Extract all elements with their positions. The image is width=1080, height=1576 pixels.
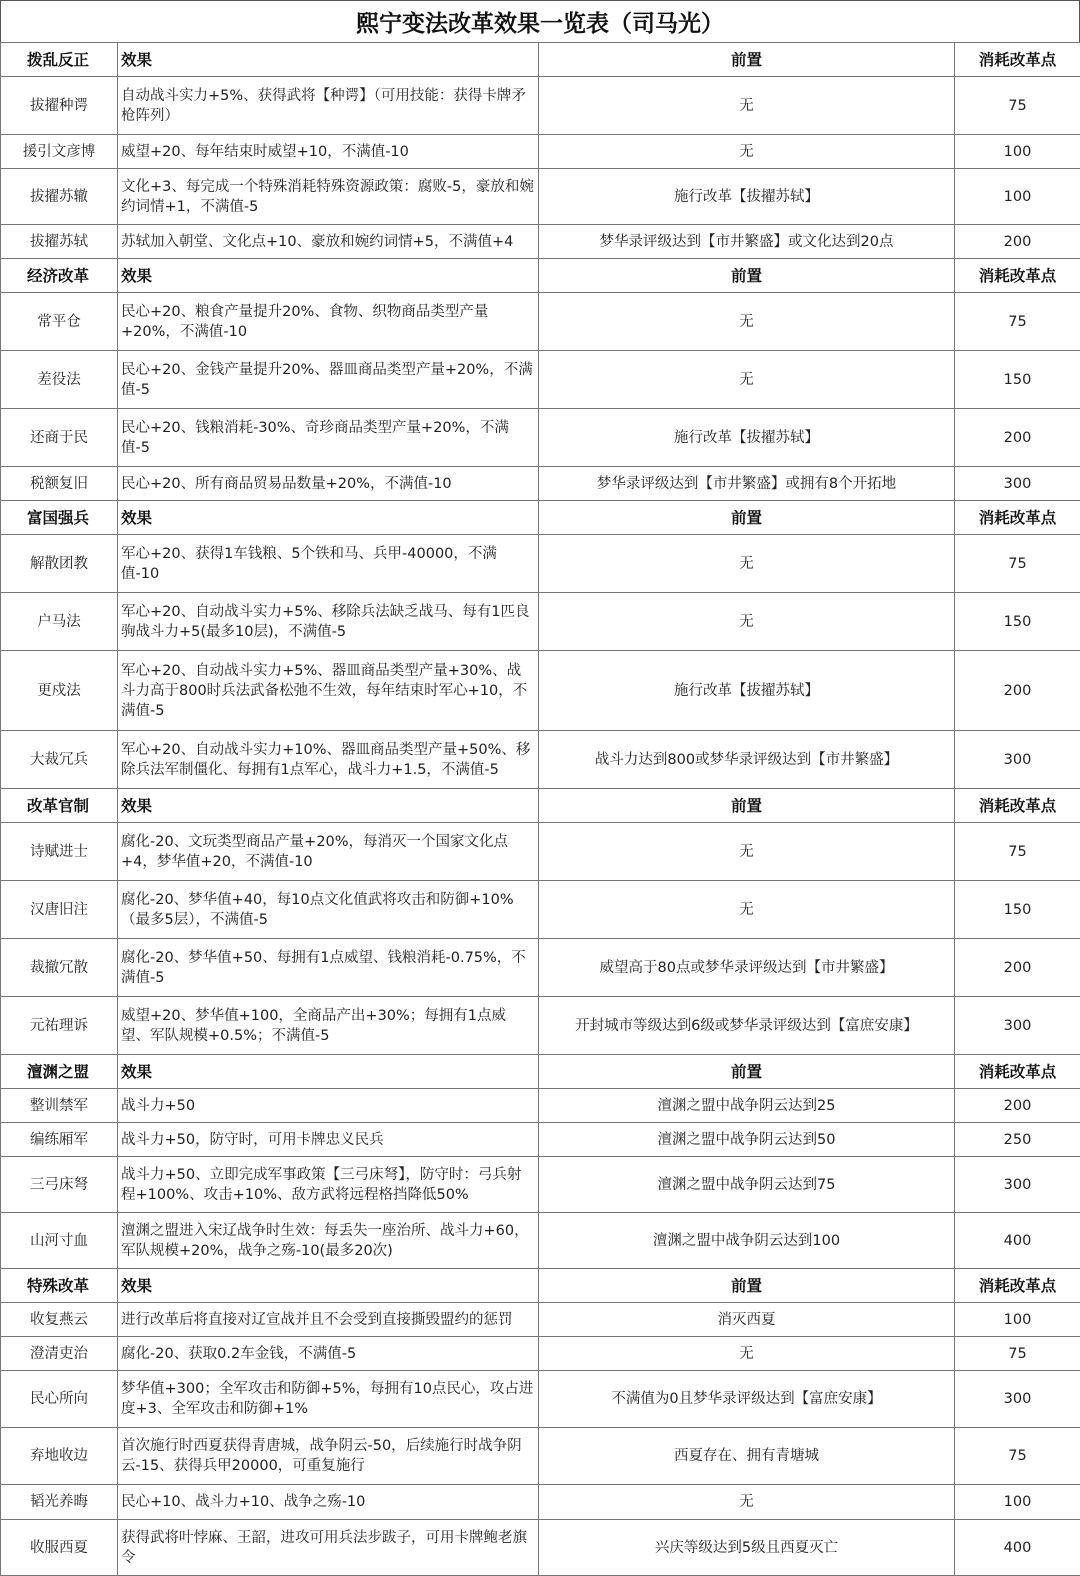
reform-prereq: 澶渊之盟中战争阴云达到25	[539, 1089, 955, 1123]
column-header-prereq: 前置	[539, 1269, 955, 1303]
section-name: 富国强兵	[1, 501, 118, 535]
reform-cost: 75	[955, 293, 1080, 351]
reform-effect: 威望+20、梦华值+100，全商品产出+30%；每拥有1点威望、军队规模+0.5%；不满值-5	[118, 997, 539, 1055]
reform-prereq: 无	[539, 1337, 955, 1371]
reform-cost: 75	[955, 1337, 1080, 1371]
reform-cost: 400	[955, 1213, 1080, 1269]
reform-effect: 战斗力+50，防守时，可用卡牌忠义民兵	[118, 1123, 539, 1157]
table-row	[1, 1485, 1080, 1520]
table-row	[1, 77, 1080, 135]
reform-effect: 战斗力+50、立即完成军事政策【三弓床弩】，防守时：弓兵射程+100%、攻击+10%、敌方武将远程格挡降低50%	[118, 1157, 539, 1213]
reform-effect: 获得武将叶悖麻、王韶，进攻可用兵法步跋子，可用卡牌鲍老旗令	[118, 1520, 539, 1576]
table-row	[1, 1337, 1080, 1371]
reform-effect: 苏轼加入朝堂、文化点+10、豪放和婉约词情+5，不满值+4	[118, 225, 539, 259]
reform-cost: 300	[955, 467, 1080, 501]
reform-prereq: 梦华录评级达到【市井繁盛】或拥有8个开拓地	[539, 467, 955, 501]
table-row	[1, 1089, 1080, 1123]
reform-effect: 腐化-20、文玩类型商品产量+20%，每消灭一个国家文化点+4，梦华值+20，不满值-10	[118, 823, 539, 881]
reform-name: 大裁冗兵	[1, 731, 118, 789]
reform-prereq: 无	[539, 351, 955, 409]
column-header-effect: 效果	[118, 1055, 539, 1089]
section-header-row	[1, 501, 1080, 535]
reform-name: 汉唐旧注	[1, 881, 118, 939]
reform-cost: 100	[955, 1303, 1080, 1337]
reform-prereq: 施行改革【拔擢苏轼】	[539, 409, 955, 467]
reform-effect: 自动战斗实力+5%、获得武将【种谔】（可用技能：获得卡牌矛枪阵列）	[118, 77, 539, 135]
table-row	[1, 823, 1080, 881]
reform-name: 差役法	[1, 351, 118, 409]
table-row	[1, 225, 1080, 259]
column-header-cost: 消耗改革点	[955, 1055, 1080, 1089]
reform-name: 拔擢苏辙	[1, 169, 118, 225]
table-row	[1, 939, 1080, 997]
table-row	[1, 593, 1080, 651]
reform-prereq: 无	[539, 593, 955, 651]
reform-prereq: 无	[539, 1485, 955, 1520]
reform-name: 民心所向	[1, 1371, 118, 1428]
reform-effect: 民心+20、金钱产量提升20%、器皿商品类型产量+20%，不满值-5	[118, 351, 539, 409]
reform-cost: 300	[955, 1157, 1080, 1213]
reform-prereq: 无	[539, 823, 955, 881]
reform-name: 元祐理诉	[1, 997, 118, 1055]
reform-cost: 200	[955, 939, 1080, 997]
reform-prereq: 无	[539, 535, 955, 593]
reform-effect: 文化+3、每完成一个特殊消耗特殊资源政策：腐败-5，豪放和婉约词情+1，不满值-5	[118, 169, 539, 225]
table-row	[1, 293, 1080, 351]
reform-table	[0, 42, 1080, 1576]
reform-name: 解散团教	[1, 535, 118, 593]
reform-effect: 民心+20、钱粮消耗-30%、奇珍商品类型产量+20%，不满值-5	[118, 409, 539, 467]
reform-prereq: 不满值为0且梦华录评级达到【富庶安康】	[539, 1371, 955, 1428]
reform-name: 裁撤冗散	[1, 939, 118, 997]
reform-name: 户马法	[1, 593, 118, 651]
reform-prereq: 无	[539, 881, 955, 939]
table-row	[1, 1123, 1080, 1157]
reform-prereq: 西夏存在、拥有青塘城	[539, 1428, 955, 1485]
reform-cost: 150	[955, 351, 1080, 409]
reform-effect: 战斗力+50	[118, 1089, 539, 1123]
reform-prereq: 梦华录评级达到【市井繁盛】或文化达到20点	[539, 225, 955, 259]
section-name: 澶渊之盟	[1, 1055, 118, 1089]
section-name: 经济改革	[1, 259, 118, 293]
section-header-row	[1, 259, 1080, 293]
reform-cost: 100	[955, 1485, 1080, 1520]
table-row	[1, 881, 1080, 939]
reform-effect: 梦华值+300；全军攻击和防御+5%，每拥有10点民心，攻占进度+3、全军攻击和防御+1%	[118, 1371, 539, 1428]
reform-cost: 300	[955, 1371, 1080, 1428]
table-row	[1, 651, 1080, 731]
reform-name: 三弓床弩	[1, 1157, 118, 1213]
reform-effect: 军心+20、自动战斗实力+10%、器皿商品类型产量+50%、移除兵法军制僵化、每拥有1点军心，战斗力+1.5，不满值-5	[118, 731, 539, 789]
column-header-cost: 消耗改革点	[955, 501, 1080, 535]
table-row	[1, 1371, 1080, 1428]
reform-effect: 军心+20、获得1车钱粮、5个铁和马、兵甲-40000，不满值-10	[118, 535, 539, 593]
reform-cost: 200	[955, 409, 1080, 467]
column-header-cost: 消耗改革点	[955, 1269, 1080, 1303]
section-header-row	[1, 43, 1080, 77]
reform-name: 拔擢种谔	[1, 77, 118, 135]
reform-prereq: 无	[539, 293, 955, 351]
section-header-row	[1, 789, 1080, 823]
reform-cost: 200	[955, 225, 1080, 259]
table-row	[1, 1428, 1080, 1485]
reform-prereq: 施行改革【拔擢苏轼】	[539, 651, 955, 731]
reform-cost: 75	[955, 77, 1080, 135]
table-row	[1, 409, 1080, 467]
column-header-effect: 效果	[118, 43, 539, 77]
reform-prereq: 消灭西夏	[539, 1303, 955, 1337]
reform-prereq: 施行改革【拔擢苏轼】	[539, 169, 955, 225]
reform-name: 常平仓	[1, 293, 118, 351]
reform-prereq: 澶渊之盟中战争阴云达到50	[539, 1123, 955, 1157]
reform-name: 更戍法	[1, 651, 118, 731]
reform-effect: 进行改革后将直接对辽宣战并且不会受到直接撕毁盟约的惩罚	[118, 1303, 539, 1337]
reform-effect: 腐化-20、梦华值+40，每10点文化值武将攻击和防御+10%（最多5层），不满值-5	[118, 881, 539, 939]
section-header-row	[1, 1269, 1080, 1303]
table-row	[1, 1157, 1080, 1213]
reform-effect: 澶渊之盟进入宋辽战争时生效：每丢失一座治所、战斗力+60，军队规模+20%，战争之殇-10(最多20次)	[118, 1213, 539, 1269]
table-row	[1, 135, 1080, 169]
reform-name: 收复燕云	[1, 1303, 118, 1337]
column-header-prereq: 前置	[539, 501, 955, 535]
column-header-effect: 效果	[118, 1269, 539, 1303]
reform-cost: 200	[955, 651, 1080, 731]
reform-effect: 民心+10、战斗力+10、战争之殇-10	[118, 1485, 539, 1520]
reform-cost: 200	[955, 1089, 1080, 1123]
reform-effect: 军心+20、自动战斗实力+5%、移除兵法缺乏战马、每有1匹良驹战斗力+5(最多10层)，不满值-5	[118, 593, 539, 651]
column-header-effect: 效果	[118, 789, 539, 823]
reform-name: 山河寸血	[1, 1213, 118, 1269]
reform-table-body	[1, 43, 1080, 1576]
reform-effect: 腐化-20、获取0.2车金钱，不满值-5	[118, 1337, 539, 1371]
reform-name: 援引文彦博	[1, 135, 118, 169]
reform-cost: 75	[955, 823, 1080, 881]
reform-cost: 75	[955, 535, 1080, 593]
reform-prereq: 威望高于80点或梦华录评级达到【市井繁盛】	[539, 939, 955, 997]
reform-effect: 首次施行时西夏获得青唐城，战争阴云-50，后续施行时战争阴云-15、获得兵甲20000，可重复施行	[118, 1428, 539, 1485]
column-header-effect: 效果	[118, 259, 539, 293]
reform-prereq: 开封城市等级达到6级或梦华录评级达到【富庶安康】	[539, 997, 955, 1055]
reform-name: 弃地收边	[1, 1428, 118, 1485]
column-header-effect: 效果	[118, 501, 539, 535]
reform-effect: 军心+20、自动战斗实力+5%、器皿商品类型产量+30%、战斗力高于800时兵法武备松弛不生效，每年结束时军心+10，不满值-5	[118, 651, 539, 731]
table-row	[1, 997, 1080, 1055]
column-header-prereq: 前置	[539, 259, 955, 293]
column-header-cost: 消耗改革点	[955, 43, 1080, 77]
reform-prereq: 澶渊之盟中战争阴云达到100	[539, 1213, 955, 1269]
reform-name: 还商于民	[1, 409, 118, 467]
reform-prereq: 澶渊之盟中战争阴云达到75	[539, 1157, 955, 1213]
reform-name: 编练厢军	[1, 1123, 118, 1157]
table-row	[1, 1213, 1080, 1269]
reform-cost: 150	[955, 881, 1080, 939]
reform-cost: 400	[955, 1520, 1080, 1576]
reform-cost: 150	[955, 593, 1080, 651]
reform-cost: 250	[955, 1123, 1080, 1157]
reform-name: 澄清吏治	[1, 1337, 118, 1371]
reform-name: 整训禁军	[1, 1089, 118, 1123]
table-title: 熙宁变法改革效果一览表（司马光）	[0, 0, 1080, 43]
reform-name: 韬光养晦	[1, 1485, 118, 1520]
reform-cost: 300	[955, 731, 1080, 789]
table-row	[1, 169, 1080, 225]
reform-cost: 300	[955, 997, 1080, 1055]
column-header-cost: 消耗改革点	[955, 259, 1080, 293]
section-name: 改革官制	[1, 789, 118, 823]
reform-prereq: 无	[539, 77, 955, 135]
column-header-prereq: 前置	[539, 1055, 955, 1089]
section-name: 特殊改革	[1, 1269, 118, 1303]
table-row	[1, 535, 1080, 593]
reform-cost: 100	[955, 135, 1080, 169]
reform-effect: 民心+20、粮食产量提升20%、食物、织物商品类型产量+20%，不满值-10	[118, 293, 539, 351]
reform-name: 收服西夏	[1, 1520, 118, 1576]
table-row	[1, 1520, 1080, 1576]
reform-name: 税额复旧	[1, 467, 118, 501]
reform-prereq: 兴庆等级达到5级且西夏灭亡	[539, 1520, 955, 1576]
reform-effect: 威望+20、每年结束时威望+10，不满值-10	[118, 135, 539, 169]
table-row	[1, 1303, 1080, 1337]
reform-effect: 腐化-20、梦华值+50、每拥有1点威望、钱粮消耗-0.75%，不满值-5	[118, 939, 539, 997]
table-row	[1, 467, 1080, 501]
table-row	[1, 731, 1080, 789]
reform-cost: 100	[955, 169, 1080, 225]
reform-prereq: 无	[539, 135, 955, 169]
section-name: 拨乱反正	[1, 43, 118, 77]
table-row	[1, 351, 1080, 409]
reform-prereq: 战斗力达到800或梦华录评级达到【市井繁盛】	[539, 731, 955, 789]
reform-cost: 75	[955, 1428, 1080, 1485]
section-header-row	[1, 1055, 1080, 1089]
column-header-prereq: 前置	[539, 789, 955, 823]
column-header-cost: 消耗改革点	[955, 789, 1080, 823]
reform-name: 诗赋进士	[1, 823, 118, 881]
reform-effect: 民心+20、所有商品贸易品数量+20%，不满值-10	[118, 467, 539, 501]
column-header-prereq: 前置	[539, 43, 955, 77]
reform-name: 拔擢苏轼	[1, 225, 118, 259]
